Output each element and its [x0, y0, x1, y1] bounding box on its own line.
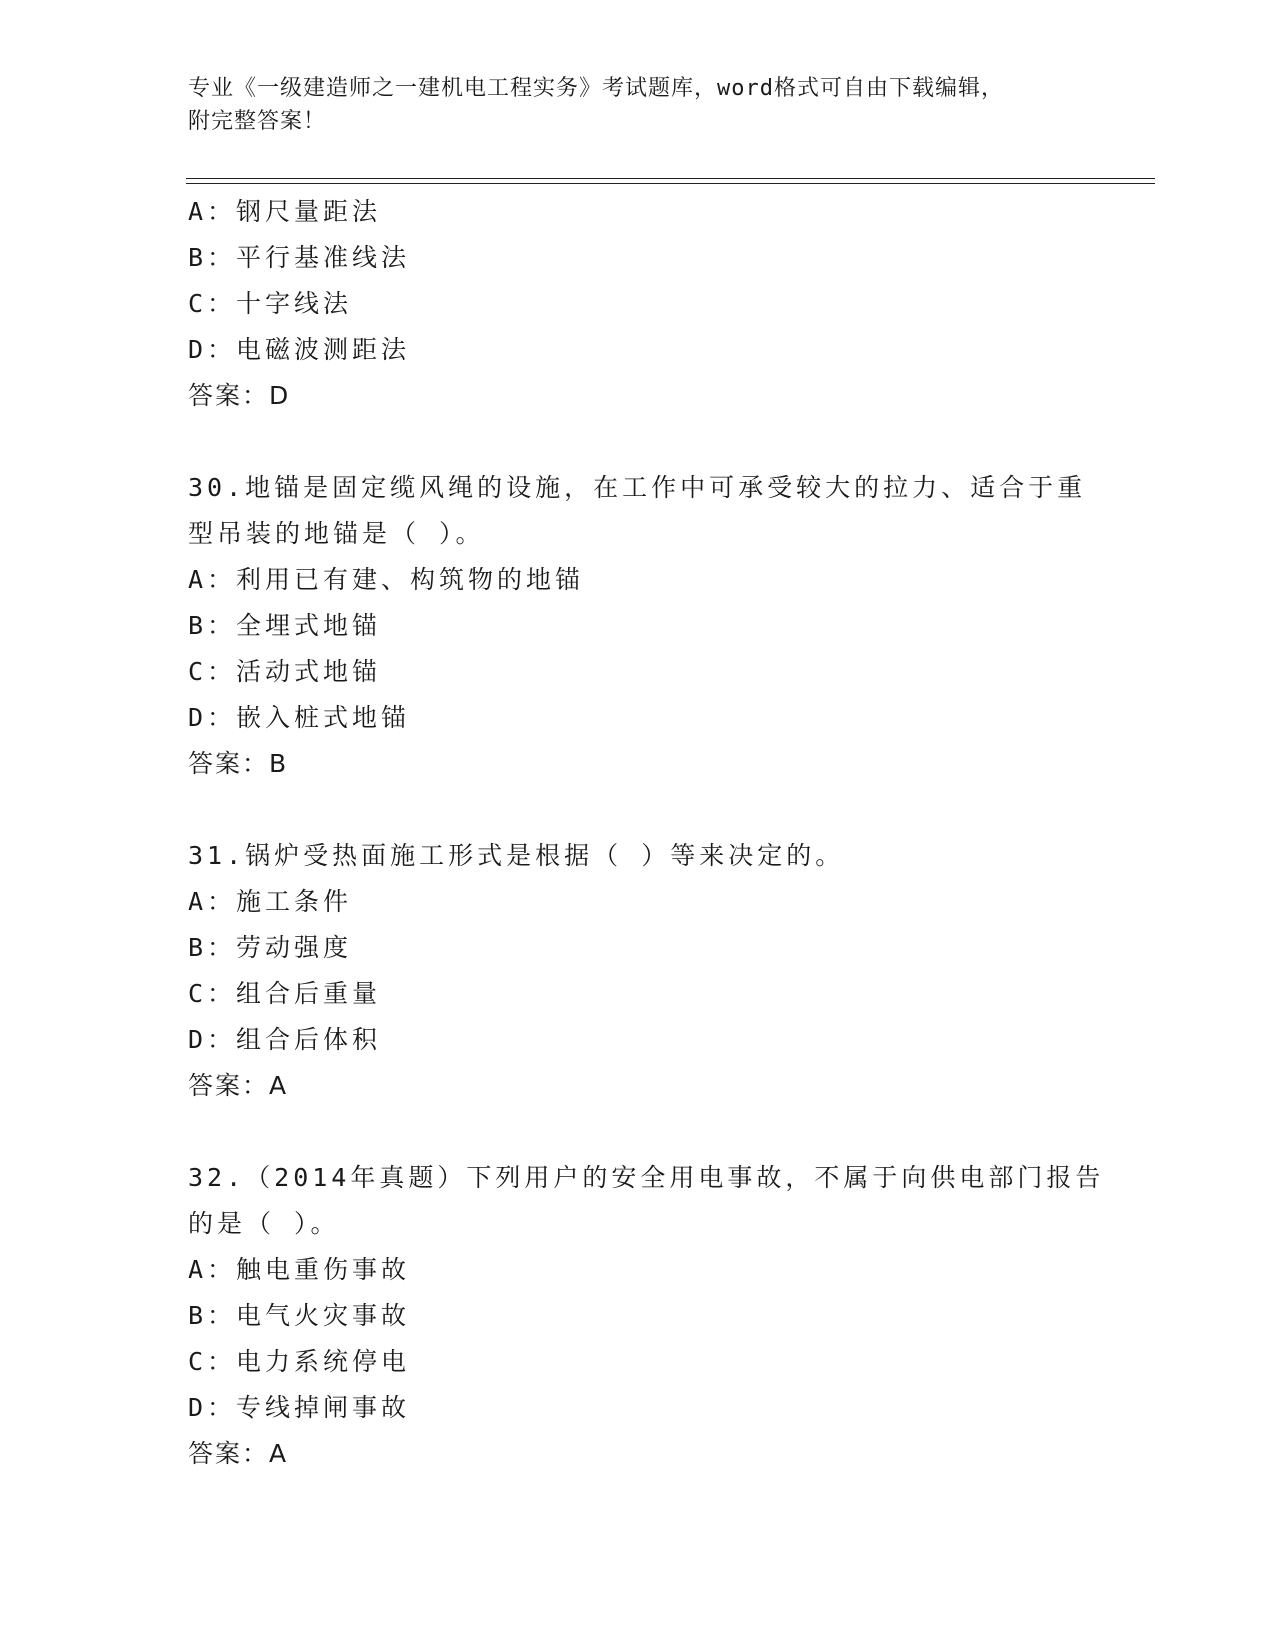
option-d: D：专线掉闸事故	[188, 1393, 411, 1422]
option-a: A：触电重伤事故	[188, 1255, 411, 1284]
question-30-block	[188, 465, 1148, 787]
option-d: D：组合后体积	[188, 1025, 382, 1054]
option-b: B：全埋式地锚	[188, 611, 382, 640]
question-stem-line-1: 31.锅炉受热面施工形式是根据（ ）等来决定的。	[188, 841, 845, 870]
option-a: A：施工条件	[188, 887, 353, 916]
prev-question-block	[188, 189, 1148, 419]
question-stem-line-1: 32.（2014年真题）下列用户的安全用电事故，不属于向供电部门报告	[188, 1163, 1105, 1192]
option-b: B：电气火灾事故	[188, 1301, 411, 1330]
spacer	[188, 419, 1148, 465]
answer: 答案：A	[188, 1071, 289, 1100]
option-d: D：嵌入桩式地锚	[188, 703, 411, 732]
header-rule-bottom	[186, 183, 1155, 184]
question-stem-line-2: 的是（ ）。	[188, 1209, 340, 1238]
question-31-block	[188, 833, 1148, 1109]
answer: 答案：B	[188, 749, 289, 778]
option-a: A：利用已有建、构筑物的地锚	[188, 565, 585, 594]
option-c: C：十字线法	[188, 289, 353, 318]
answer: 答案：D	[188, 381, 291, 410]
option-c: C：组合后重量	[188, 979, 382, 1008]
document-header	[188, 72, 1088, 138]
question-stem-line-1: 30.地锚是固定缆风绳的设施，在工作中可承受较大的拉力、适合于重	[188, 473, 1087, 502]
question-stem-line-2: 型吊装的地锚是（ ）。	[188, 519, 485, 548]
header-line-2: 附完整答案！	[188, 109, 327, 134]
question-list	[188, 189, 1148, 1477]
option-b: B：平行基准线法	[188, 243, 411, 272]
option-c: C：活动式地锚	[188, 657, 382, 686]
spacer	[188, 787, 1148, 833]
spacer	[188, 1109, 1148, 1155]
answer: 答案：A	[188, 1439, 289, 1468]
header-rule-top	[186, 178, 1155, 179]
option-b: B：劳动强度	[188, 933, 353, 962]
header-line-1: 专业《一级建造师之一建机电工程实务》考试题库，word格式可自由下载编辑，	[188, 76, 1004, 101]
question-32-block	[188, 1155, 1148, 1477]
option-c: C：电力系统停电	[188, 1347, 411, 1376]
option-a: A：钢尺量距法	[188, 197, 382, 226]
option-d: D：电磁波测距法	[188, 335, 411, 364]
